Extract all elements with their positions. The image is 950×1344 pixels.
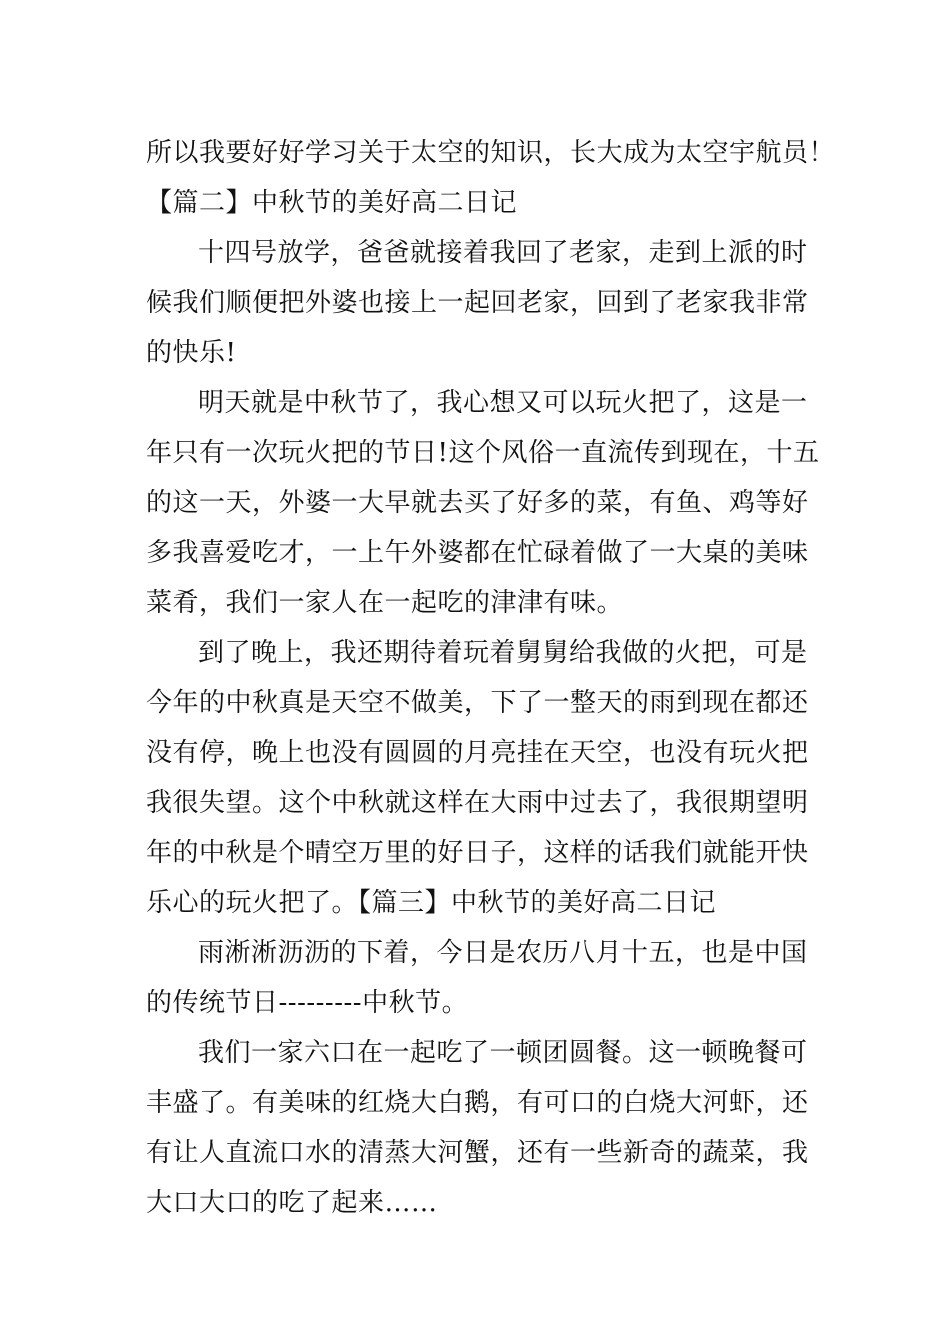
text-line: 十四号放学，爸爸就接着我回了老家，走到上派的时 bbox=[198, 238, 808, 268]
text-line: 今年的中秋真是天空不做美，下了一整天的雨到现在都还 bbox=[146, 688, 809, 718]
text-line: 明天就是中秋节了，我心想又可以玩火把了，这是一 bbox=[198, 388, 808, 418]
text-line: 雨淅淅沥沥的下着，今日是农历八月十五，也是中国 bbox=[198, 938, 808, 968]
text-line: 年只有一次玩火把的节日!这个风俗一直流传到现在，十五 bbox=[146, 438, 820, 468]
text-line: 到了晚上，我还期待着玩着舅舅给我做的火把，可是 bbox=[198, 638, 808, 668]
text-line: 的快乐! bbox=[146, 338, 237, 368]
article-body bbox=[146, 128, 836, 1228]
text-line: 的传统节日---------中秋节。 bbox=[146, 988, 469, 1018]
text-line: 我们一家六口在一起吃了一顿团圆餐。这一顿晚餐可 bbox=[198, 1038, 808, 1068]
text-line: 没有停，晚上也没有圆圆的月亮挂在天空，也没有玩火把 bbox=[146, 738, 809, 768]
text-line: 丰盛了。有美味的红烧大白鹅，有可口的白烧大河虾，还 bbox=[146, 1088, 809, 1118]
text-line: 有让人直流口水的清蒸大河蟹，还有一些新奇的蔬菜，我 bbox=[146, 1138, 809, 1168]
text-line: 菜肴，我们一家人在一起吃的津津有味。 bbox=[146, 588, 624, 618]
text-line: 所以我要好好学习关于太空的知识，长大成为太空宇航员！ bbox=[146, 138, 836, 168]
text-line: 大口大口的吃了起来…… bbox=[146, 1188, 438, 1218]
text-line: 的这一天，外婆一大早就去买了好多的菜，有鱼、鸡等好 bbox=[146, 488, 809, 518]
text-line: 乐心的玩火把了。【篇三】中秋节的美好高二日记 bbox=[146, 888, 717, 918]
section-heading: 【篇二】中秋节的美好高二日记 bbox=[146, 188, 518, 218]
text-line: 候我们顺便把外婆也接上一起回老家，回到了老家我非常 bbox=[146, 288, 809, 318]
text-line: 多我喜爱吃才，一上午外婆都在忙碌着做了一大桌的美味 bbox=[146, 538, 809, 568]
text-line: 年的中秋是个晴空万里的好日子，这样的话我们就能开快 bbox=[146, 838, 809, 868]
text-line: 我很失望。这个中秋就这样在大雨中过去了，我很期望明 bbox=[146, 788, 809, 818]
